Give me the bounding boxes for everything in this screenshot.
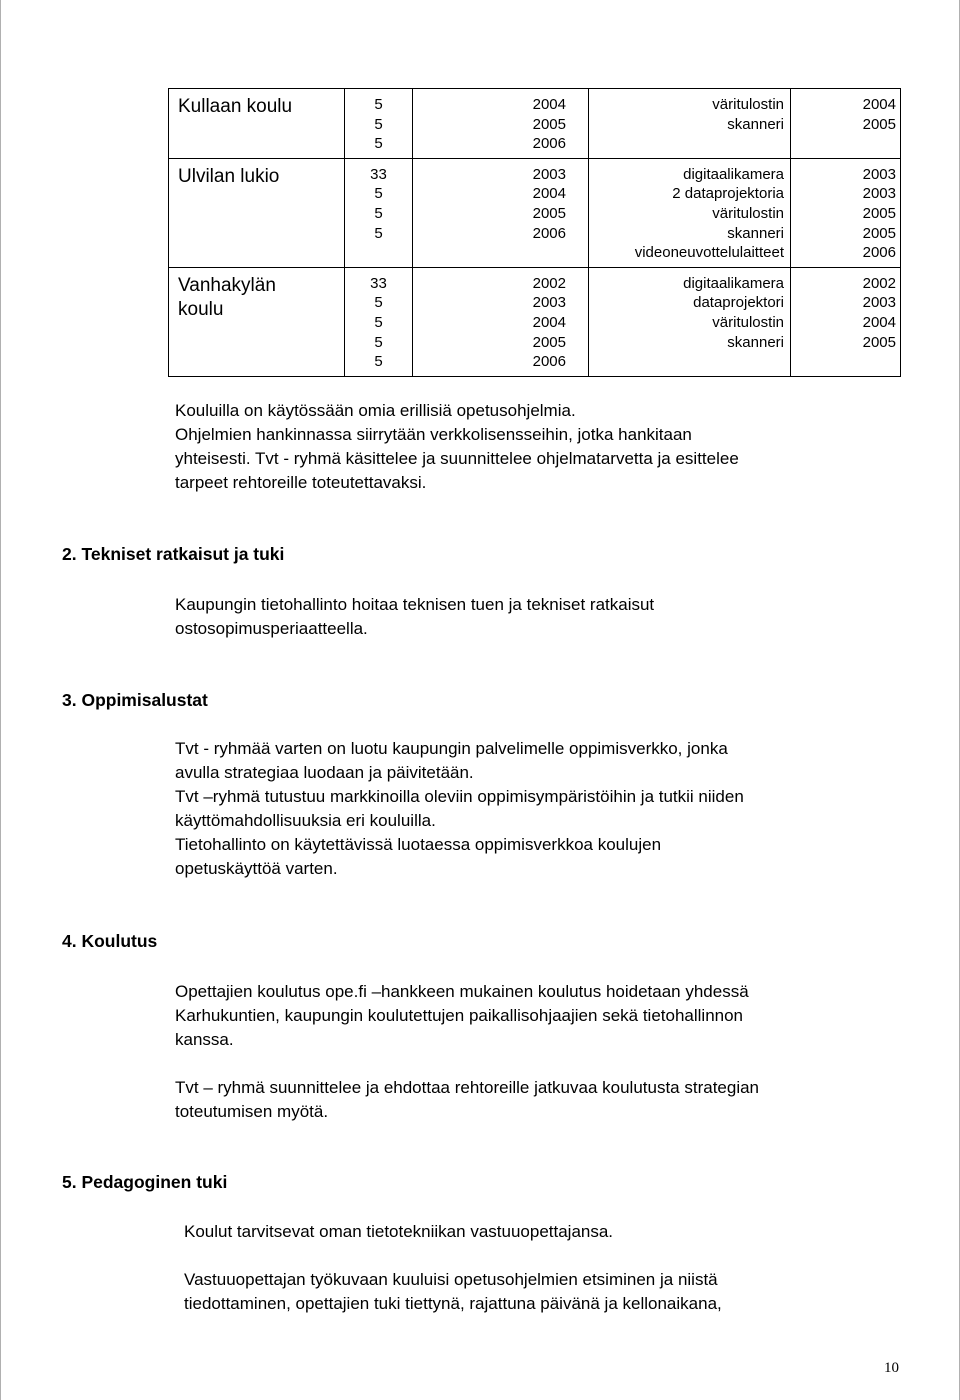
page-border-left xyxy=(0,0,1,1400)
text-line: Kaupungin tietohallinto hoitaa teknisen tuen ja tekniset ratkaisut xyxy=(175,595,655,614)
device-cell xyxy=(589,267,791,376)
count-value: 5 xyxy=(374,224,383,242)
year-value: 2006 xyxy=(532,135,566,153)
text-line: Tvt – ryhmä suunnittelee ja ehdottaa rehtoreille jatkuvaa koulutusta strategian xyxy=(175,1078,760,1097)
device-year-cell xyxy=(791,267,901,376)
table-row xyxy=(169,89,901,159)
device-name: skanneri xyxy=(727,115,784,133)
school-name: Ulvilan lukio xyxy=(178,165,280,187)
device-name: digitaalikamera xyxy=(683,165,784,183)
text-line: toteutumisen myötä. xyxy=(175,1102,329,1121)
year-cell xyxy=(413,158,589,267)
year-cell xyxy=(413,89,589,159)
text-line: Vastuuopettajan työkuvaan kuuluisi opetusohjelmien etsiminen ja niistä xyxy=(184,1270,718,1289)
section-3-heading: 3. Oppimisalustat xyxy=(62,690,208,710)
school-cell xyxy=(169,267,345,376)
school-cell xyxy=(169,89,345,159)
device-year: 2005 xyxy=(862,204,896,222)
text-line: opetuskäyttöä varten. xyxy=(175,859,338,878)
text-line: ostosopimusperiaatteella. xyxy=(175,619,368,638)
count-value: 5 xyxy=(374,115,383,133)
count-cell xyxy=(345,158,413,267)
device-name: digitaalikamera xyxy=(683,274,784,292)
section-5-heading: 5. Pedagoginen tuki xyxy=(62,1172,228,1192)
year-cell xyxy=(413,267,589,376)
device-name: dataprojektori xyxy=(693,294,784,312)
year-value: 2005 xyxy=(532,115,566,133)
count-value: 5 xyxy=(374,204,383,222)
year-value: 2004 xyxy=(532,313,566,331)
text-line: tarpeet rehtoreille toteutettavaksi. xyxy=(175,473,427,492)
device-year: 2005 xyxy=(862,333,896,351)
section-2-heading: 2. Tekniset ratkaisut ja tuki xyxy=(62,544,285,564)
year-value: 2005 xyxy=(532,333,566,351)
device-name: väritulostin xyxy=(712,313,784,331)
text-line: avulla strategiaa luodaan ja päivitetään. xyxy=(175,763,474,782)
intro-paragraph xyxy=(175,399,739,495)
device-year: 2005 xyxy=(862,115,896,133)
year-value: 2004 xyxy=(532,185,566,203)
text-line: Tvt –ryhmä tutustuu markkinoilla oleviin oppimisympäristöihin ja tutkii niiden xyxy=(175,787,744,806)
section-5-paragraph-2 xyxy=(184,1268,722,1316)
page-number: 10 xyxy=(884,1360,899,1376)
device-year: 2004 xyxy=(862,313,896,331)
device-year-cell xyxy=(791,158,901,267)
count-value: 5 xyxy=(374,135,383,153)
count-value: 5 xyxy=(374,294,383,312)
school-name: Vanhakylän xyxy=(178,274,276,296)
count-value: 5 xyxy=(374,353,383,371)
count-value: 33 xyxy=(370,274,387,292)
section-4-paragraph-2 xyxy=(175,1076,759,1124)
section-3-paragraph xyxy=(175,737,744,881)
school-name: Kullaan koulu xyxy=(178,96,293,117)
year-value: 2004 xyxy=(532,96,566,113)
device-year: 2003 xyxy=(862,185,896,203)
device-year: 2002 xyxy=(862,274,896,292)
year-value: 2003 xyxy=(532,165,566,183)
device-name: videoneuvottelulaitteet xyxy=(634,244,784,262)
school-cell xyxy=(169,158,345,267)
device-cell xyxy=(589,89,791,159)
year-value: 2005 xyxy=(532,204,566,222)
year-value: 2002 xyxy=(532,274,566,292)
section-5-paragraph-1 xyxy=(184,1220,613,1244)
section-4-heading: 4. Koulutus xyxy=(62,931,158,951)
text-line: kanssa. xyxy=(175,1030,234,1049)
device-cell xyxy=(589,158,791,267)
equipment-table xyxy=(168,88,901,377)
device-name: 2 dataprojektoria xyxy=(672,185,784,203)
device-year: 2006 xyxy=(862,244,896,262)
device-year: 2005 xyxy=(862,224,896,242)
text-line: Koulut tarvitsevat oman tietotekniikan vastuuopettajansa. xyxy=(184,1222,614,1241)
table-row xyxy=(169,267,901,376)
text-line: Kouluilla on käytössään omia erillisiä opetusohjelmia. xyxy=(175,401,576,420)
device-year: 2004 xyxy=(862,96,896,113)
device-name: väritulostin xyxy=(712,96,784,113)
count-cell xyxy=(345,89,413,159)
count-value: 33 xyxy=(370,165,387,183)
year-value: 2003 xyxy=(532,294,566,312)
device-name: skanneri xyxy=(727,224,784,242)
count-value: 5 xyxy=(374,96,383,113)
text-line: yhteisesti. Tvt - ryhmä käsittelee ja suunnittelee ohjelmatarvetta ja esittelee xyxy=(175,449,739,468)
count-value: 5 xyxy=(374,333,383,351)
device-name: skanneri xyxy=(727,333,784,351)
text-line: tiedottaminen, opettajien tuki tiettynä, rajattuna päivänä ja kellonaikana, xyxy=(184,1294,722,1313)
text-line: käyttömahdollisuuksia eri kouluilla. xyxy=(175,811,436,830)
section-4-paragraph-1 xyxy=(175,980,749,1052)
school-name: koulu xyxy=(178,298,224,320)
device-name: väritulostin xyxy=(712,204,784,222)
text-line: Ohjelmien hankinnassa siirrytään verkkolisensseihin, jotka hankitaan xyxy=(175,425,692,444)
text-line: Karhukuntien, kaupungin koulutettujen paikallisohjaajien sekä tietohallinnon xyxy=(175,1006,744,1025)
year-value: 2006 xyxy=(532,353,566,371)
device-year: 2003 xyxy=(862,165,896,183)
section-2-paragraph xyxy=(175,593,654,641)
count-value: 5 xyxy=(374,313,383,331)
text-line: Tvt - ryhmää varten on luotu kaupungin palvelimelle oppimisverkko, jonka xyxy=(175,739,728,758)
year-value: 2006 xyxy=(532,224,566,242)
text-line: Tietohallinto on käytettävissä luotaessa oppimisverkkoa koulujen xyxy=(175,835,662,854)
count-cell xyxy=(345,267,413,376)
device-year-cell xyxy=(791,89,901,159)
device-year: 2003 xyxy=(862,294,896,312)
count-value: 5 xyxy=(374,185,383,203)
table-row xyxy=(169,158,901,267)
text-line: Opettajien koulutus ope.fi –hankkeen mukainen koulutus hoidetaan yhdessä xyxy=(175,982,749,1001)
